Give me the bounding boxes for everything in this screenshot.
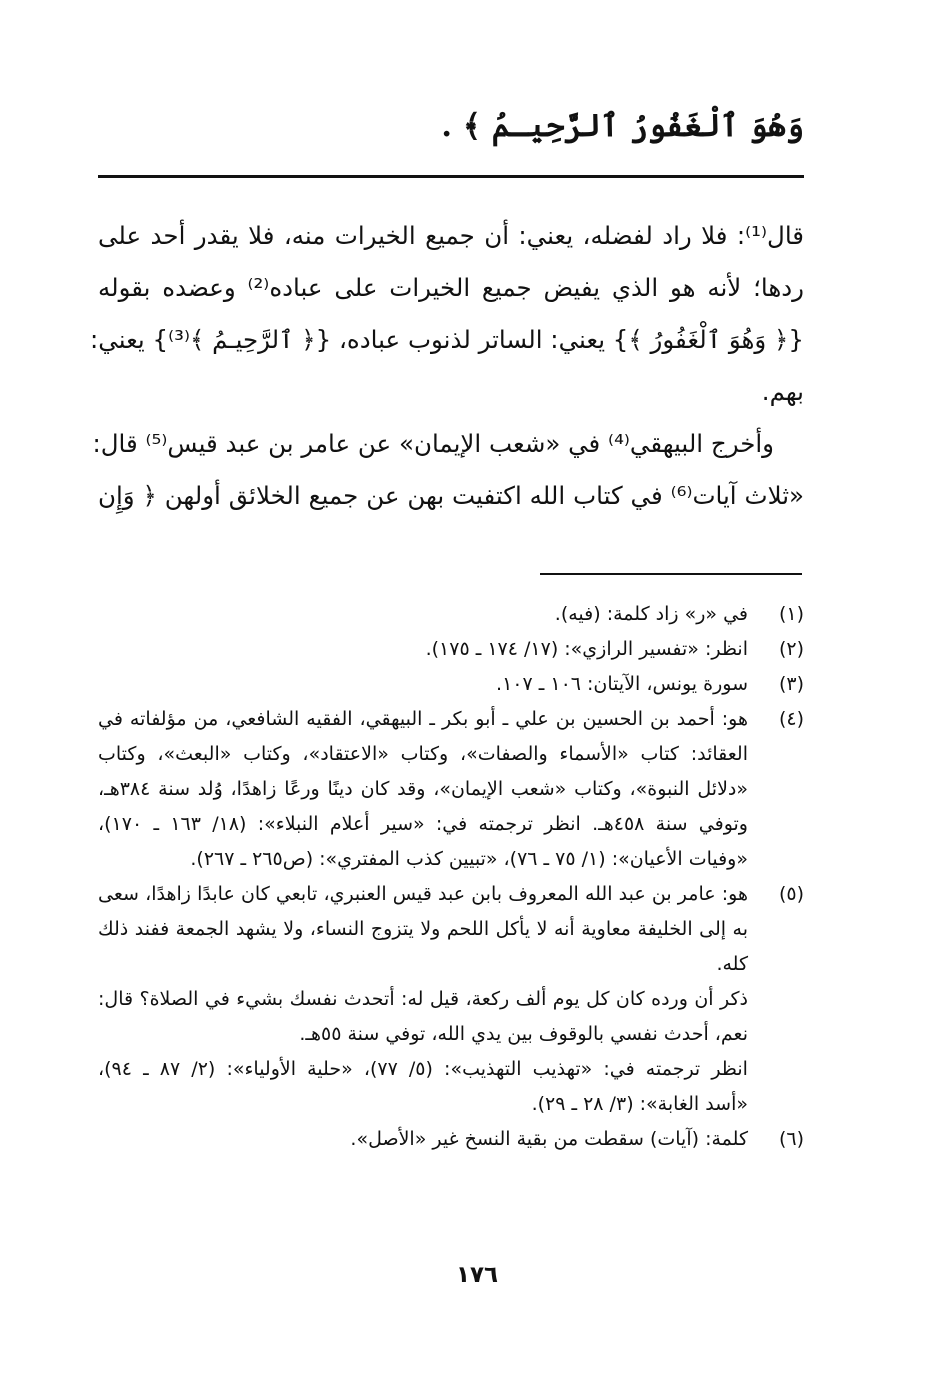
footnote-2 bbox=[98, 632, 804, 667]
page-number: ١٧٦ bbox=[455, 1262, 499, 1288]
footnotes bbox=[98, 597, 804, 1157]
footnote-number: (٣) bbox=[778, 673, 804, 695]
footnote-line: كلمة: (آيات) سقطت من بقية النسخ غير «الأصل». bbox=[350, 1128, 748, 1150]
footnote-1 bbox=[98, 597, 804, 632]
footnote-line: «وفيات الأعيان»: (١/ ٧٥ ـ ٧٦)، «تبيين كذب المفتري»: (ص٢٦٥ ـ ٢٦٧). bbox=[190, 848, 748, 870]
footnote-5 bbox=[98, 877, 804, 1122]
footnote-number: (٢) bbox=[778, 638, 804, 660]
footnote-line: سورة يونس، الآيتان: ١٠٦ ـ ١٠٧. bbox=[496, 673, 748, 695]
footnote-line: انظر ترجمته في: «تهذيب التهذيب»: (٥/ ٧٧)، «حلية الأولياء»: (٢/ ٨٧ ـ ٩٤)، bbox=[98, 1058, 748, 1080]
main-line: بهم. bbox=[761, 377, 804, 406]
footnote-4 bbox=[98, 702, 804, 877]
verse-heading bbox=[104, 100, 804, 152]
footnote-line: هو: عامر بن عبد الله المعروف بابن عبد قيس العنبري، تابعي كان عابدًا زاهدًا، سعى bbox=[98, 883, 748, 905]
footnote-number: (١) bbox=[778, 603, 804, 625]
main-line: {﴿ وَهُوَ ٱلْغَفُورُ ﴾} يعني: الساتر لذنوب عباده، {﴿ ٱلرَّحِيـمُ ﴾⁽³⁾} يعني: bbox=[90, 325, 804, 354]
main-line: قال⁽¹⁾: فلا راد لفضله، يعني: أن جميع الخيرات منه، فلا يقدر أحد على bbox=[98, 221, 804, 250]
main-text bbox=[90, 210, 804, 522]
footnote-line: في «ر» زاد كلمة: (فيه). bbox=[554, 603, 748, 625]
main-line: ردها؛ لأنه هو الذي يفيض جميع الخيرات على عباده⁽²⁾ وعضده بقوله bbox=[98, 273, 804, 302]
footnote-line: «أسد الغابة»: (٣/ ٢٨ ـ ٢٩). bbox=[531, 1093, 748, 1115]
verse-heading-text: وَهُوَ ٱلْغَفُورُ ٱلرَّحِيـمُ ﴾ . bbox=[441, 108, 804, 144]
footnote-divider bbox=[540, 573, 802, 575]
footnote-line: انظر: «تفسير الرازي»: (١٧/ ١٧٤ ـ ١٧٥). bbox=[425, 638, 748, 660]
footnote-3 bbox=[98, 667, 804, 702]
main-line: «ثلاث آيات⁽⁶⁾ في كتاب الله اكتفيت بهن عن جميع الخلائق أولهن ﴿ وَإِن bbox=[98, 481, 804, 510]
footnote-6 bbox=[98, 1122, 804, 1157]
footnote-number: (٤) bbox=[778, 708, 804, 730]
footnote-line: «دلائل النبوة»، وكتاب «شعب الإيمان»، وقد كان دينًا ورعًا زاهدًا، وُلد سنة ٣٨٤هـ، bbox=[98, 778, 748, 800]
header-divider bbox=[98, 175, 804, 178]
footnote-line: به إلى الخليفة معاوية أنه لا يأكل اللحم ولا يتزوج النساء، ولا يشهد الجمعة ففند ذلك bbox=[98, 918, 748, 940]
main-line: وأخرج البيهقي⁽⁴⁾ في «شعب الإيمان» عن عامر بن عبد قيس⁽⁵⁾ قال: bbox=[92, 429, 774, 458]
footnote-line: ذكر أن ورده كان كل يوم ألف ركعة، قيل له: أتحدث نفسك بشيء في الصلاة؟ قال: bbox=[98, 988, 748, 1010]
footnote-number: (٥) bbox=[778, 883, 804, 905]
footnote-line: العقائد: كتاب «الأسماء والصفات»، وكتاب «الاعتقاد»، وكتاب «البعث»، وكتاب bbox=[98, 743, 748, 765]
footnote-line: كله. bbox=[716, 953, 748, 975]
footnote-number: (٦) bbox=[778, 1128, 804, 1150]
footnote-line: وتوفي سنة ٤٥٨هـ. انظر ترجمته في: «سير أعلام النبلاء»: (١٨/ ١٦٣ ـ ١٧٠)، bbox=[98, 813, 748, 835]
footnote-line: نعم، أحدث نفسي بالوقوف بين يدي الله، توفي سنة ٥٥هـ. bbox=[299, 1023, 748, 1045]
footnote-line: هو: أحمد بن الحسين بن علي ـ أبو بكر ـ البيهقي، الفقيه الشافعي، من مؤلفاته في bbox=[98, 708, 748, 730]
